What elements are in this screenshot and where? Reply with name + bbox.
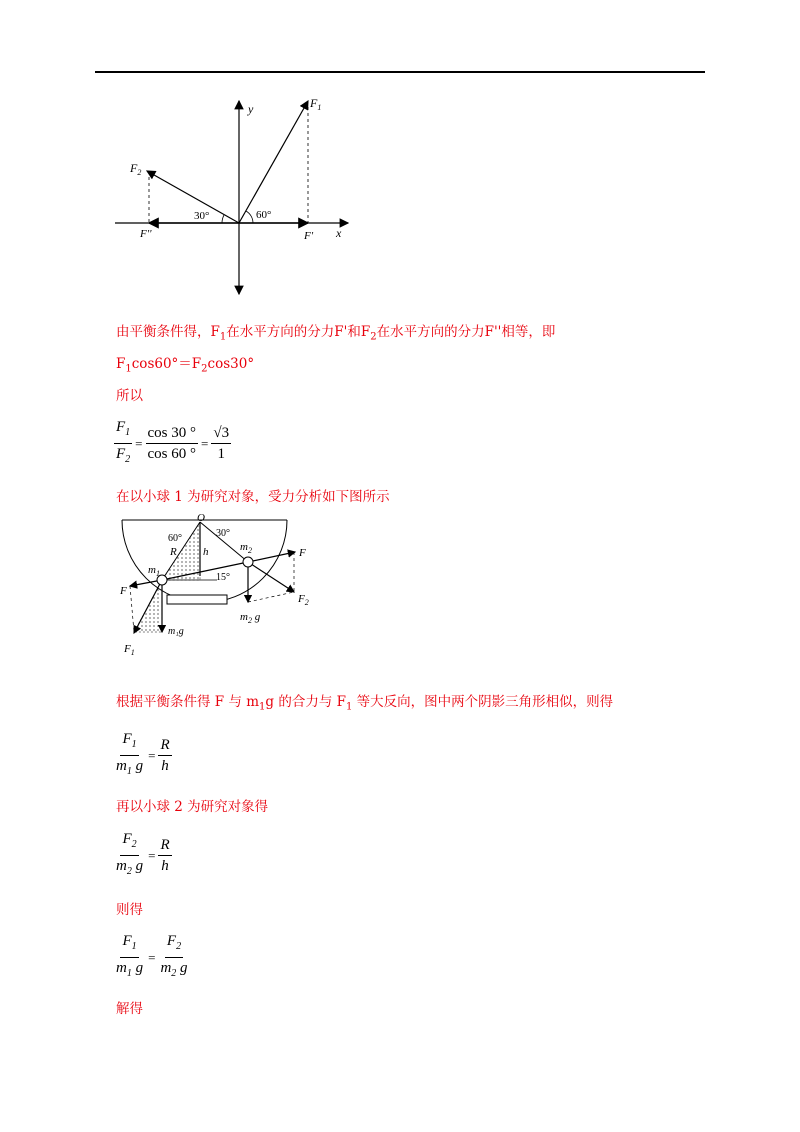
label-r: R xyxy=(170,546,177,558)
para-ball-2: 再以小球 2 为研究对象得 xyxy=(116,799,269,815)
label-x: x xyxy=(336,226,342,240)
label-f2: $F_2$ xyxy=(130,161,142,177)
label-fdouble: F'' xyxy=(140,228,152,240)
label-m1g: m₁g xyxy=(168,626,184,637)
angle-60-arc xyxy=(246,211,253,223)
bowl-arc xyxy=(122,520,287,602)
f1-vector xyxy=(239,101,308,223)
para-solve: 解得 xyxy=(116,1001,143,1017)
label-m2: $m_2$ xyxy=(240,541,252,555)
label-angle-30: 30° xyxy=(194,210,210,222)
para-ball-1: 在以小球 1 为研究对象，受力分析如下图所示 xyxy=(116,489,390,505)
label-o: O xyxy=(197,512,205,524)
fraction-ratio-f1-f2: $\frac{F_1}{F_2}$ = $\frac{\cos 30 ^\circ}{\cos 60 ^\circ}$ = $\frac{√3}{1}$ xyxy=(116,419,230,465)
header-rule xyxy=(95,71,705,73)
label-angle-60: 60° xyxy=(256,209,272,221)
label-m2g: $m_2$ g xyxy=(240,611,261,625)
force-diagram-1 xyxy=(110,95,360,300)
fraction-combined: $\frac{F_1}{m_1 g}$ = $\frac{F_2}{m_2 g}$ xyxy=(116,933,188,979)
label-h: h xyxy=(203,546,209,558)
label-f-left: F xyxy=(120,585,127,597)
para-then: 则得 xyxy=(116,902,143,918)
fraction-f2-m2g: $\frac{F_2}{m_2 g}$ = $\frac{R}{h}$ xyxy=(116,831,170,877)
f-arrow-right xyxy=(248,552,295,562)
label-fprime: F' xyxy=(304,230,314,242)
ball-2 xyxy=(243,557,253,567)
label-f1: $F_1$ xyxy=(310,96,322,112)
label-15: 15° xyxy=(216,572,230,583)
f2-vector xyxy=(147,171,239,223)
label-30: 30° xyxy=(216,528,230,539)
force-diagram-2 xyxy=(112,512,337,657)
label-60: 60° xyxy=(168,533,182,544)
para-so: 所以 xyxy=(116,388,143,404)
label-f1: $F_1$ xyxy=(124,643,135,657)
label-m1: $m_1$ xyxy=(148,564,160,578)
label-y: y xyxy=(248,102,254,116)
para-resultant: 根据平衡条件得 F 与 $m_1g$ 的合力与 $F_1$ 等大反向，图中两个阴影三角形相似，则得 xyxy=(116,694,614,713)
label-f-right: F xyxy=(299,547,306,559)
label-f2: $F_2$ xyxy=(298,593,309,607)
f2-arrow xyxy=(248,562,294,592)
base-plate xyxy=(167,595,227,604)
equation-cos: $F_1\cos 60^\circ=F_2\cos 30^\circ$ xyxy=(116,356,255,375)
angle-30-arc xyxy=(222,215,224,223)
fraction-f1-m1g: $\frac{F_1}{m_1 g}$ = $\frac{R}{h}$ xyxy=(116,731,170,777)
para-equilibrium: 由平衡条件得，$F_1$在水平方向的分力F'和$F_2$在水平方向的分力F''相等，即 xyxy=(116,324,556,343)
dashed-1 xyxy=(248,592,294,602)
dashed-3 xyxy=(130,586,134,632)
